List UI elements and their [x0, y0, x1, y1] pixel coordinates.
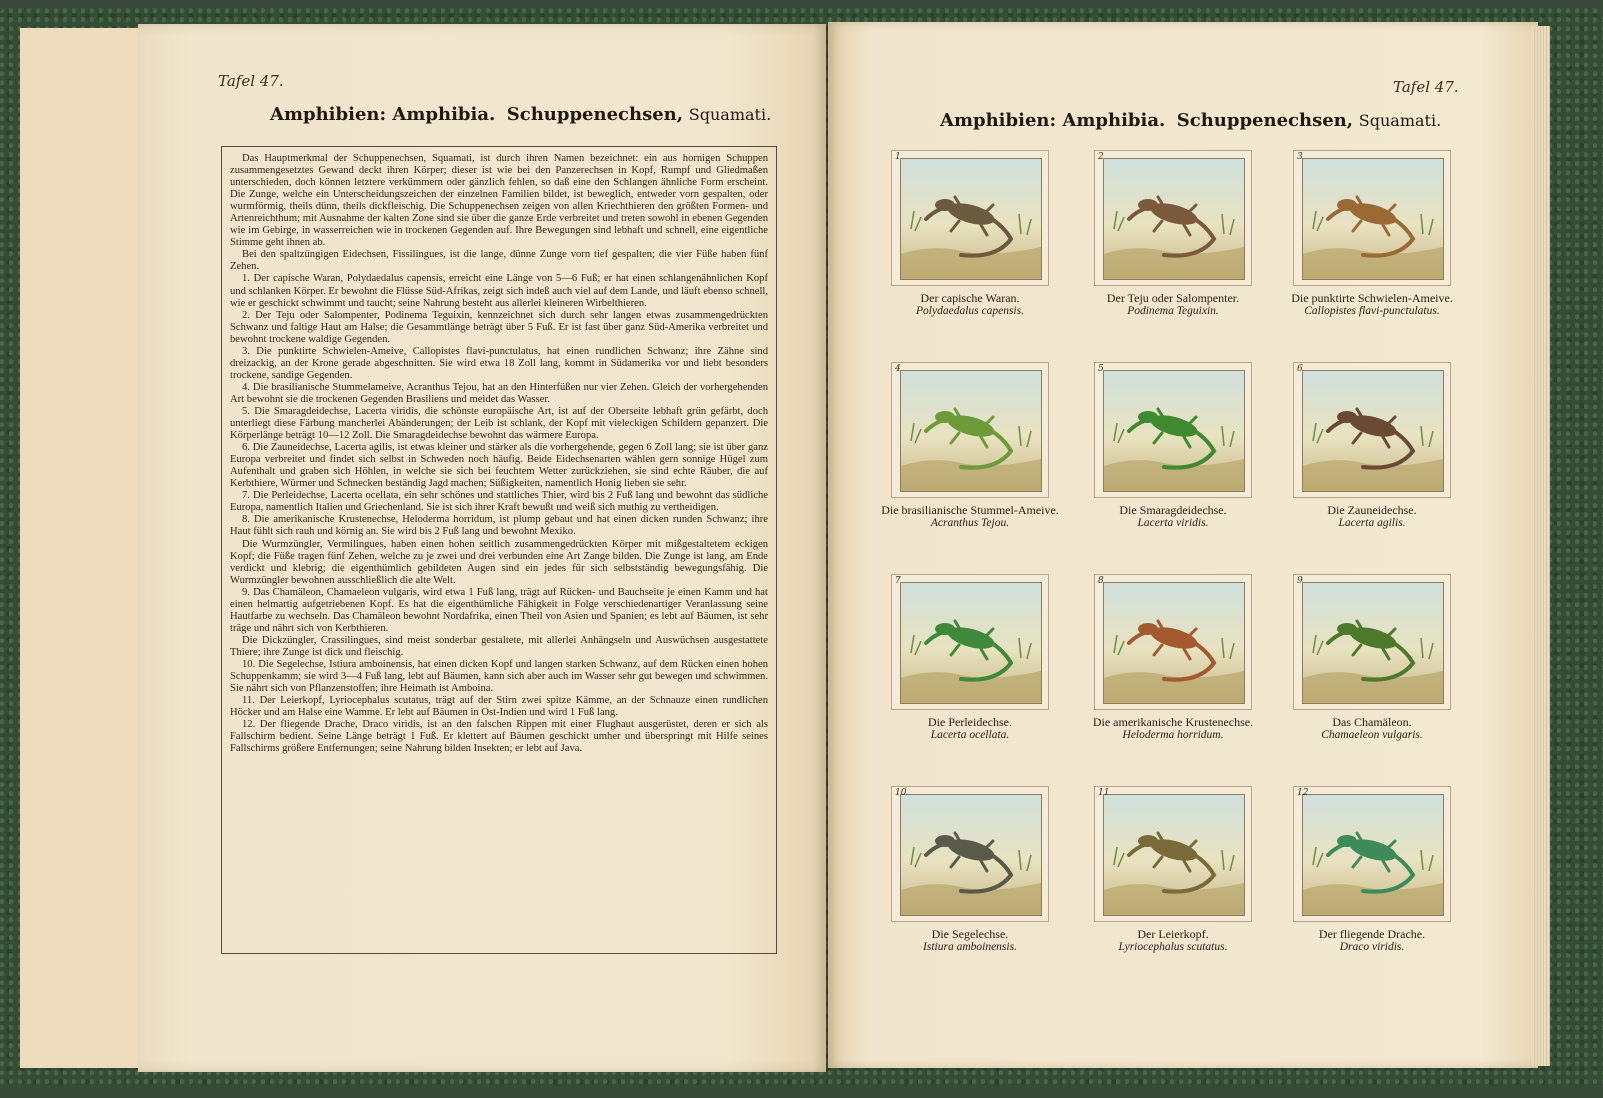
lizard-icon [901, 583, 1041, 703]
lizard-icon [901, 371, 1041, 491]
plate-number: 10 [895, 788, 907, 798]
plate-cell [870, 362, 1070, 530]
text-paragraph: Die Wurmzüngler, Vermilingues, haben einen hohen seitlich zusammengedrückten Körper mit mißgestaltetem eckigen Kopf; die Füße tragen fünf Zehen, welche zu je zwei und drei verbunden eine Art Zange bilden. Die Zunge ist lang, am Ende verdickt und klebrig; die eigenthümlich gebildeten Augen sind ein jedes für sich selbstständig bewegungsfähig. Die Wurmzüngler bewohnen ausschließlich die alte Welt. [230, 538, 768, 586]
title-sub: Schuppenechsen, [1176, 110, 1354, 131]
title-latin: Squamati. [1358, 111, 1442, 130]
text-paragraph: 12. Der fliegende Drache, Draco viridis, ist an den falschen Rippen mit einer Flughaut ausgerüstet, deren er sich als Fallschirm bedient. Seine Länge beträgt 1 Fuß. Er klettert auf Bäumen geschickt umher und überspringt mit Hilfe seines Fallschirms größere Entfernungen; seine Nahrung bilden Insekten; er lebt auf Java. [230, 719, 768, 755]
plate-caption: Der fliegende Drache. [1318, 927, 1426, 941]
plate-frame [1293, 574, 1451, 710]
plate-cell [1272, 362, 1472, 530]
lizard-icon [1104, 795, 1244, 915]
plate-cell [870, 150, 1070, 318]
plate-caption: Der capische Waran. [920, 291, 1020, 305]
plate-latin-name: Draco viridis. [1339, 941, 1405, 953]
plate-cell [1073, 786, 1273, 954]
lizard-icon [901, 795, 1041, 915]
plate-frame [1293, 150, 1451, 286]
plate-latin-name: Lacerta viridis. [1137, 517, 1209, 529]
text-paragraph: Das Hauptmerkmal der Schuppenechsen, Squamati, ist durch ihren Namen bezeichnet: ein aus hornigen Schuppen zusammengesetztes Gewand deckt ihren Körper; dieser ist wie bei den Panzerechsen in Kopf, Rumpf und Gliedmaßen unterschieden, doch können letztere verkümmern oder gänzlich fehlen, so daß eine den Schlangen ähnliche Form erscheint. Die Zunge, welche ein Unterscheidungszeichen der einzelnen Familien bildet, ist beweglich, entweder vorn gespalten, oder wurmförmig, theils dünn, theils dickfleischig. Die Schuppenechsen zeigen von allen Kriechthieren den größten Formen- und Artenreichthum; mit Ausnahme der kalten Zone sind sie über die ganze Erde verbreitet und treten sowohl in ebenen Gegenden wie im Gebirge, in wasserreichen wie in trockenen Gegenden auf. Ihre Bewegungen sind lebhaft und schnell, eine eigentliche Stimme geht ihnen ab. [230, 153, 768, 249]
plate-number: 3 [1297, 152, 1303, 162]
plate-frame [891, 574, 1049, 710]
lizard-illustration [1302, 370, 1444, 492]
plate-caption: Die Perleidechse. [928, 715, 1012, 729]
plate-caption: Die Zauneidechse. [1327, 503, 1417, 517]
text-paragraph: 7. Die Perleidechse, Lacerta ocellata, ein sehr schönes und stattliches Thier, wird bis 2 Fuß lang und bewohnt das südliche Europa, namentlich Italien und Griechenland. Sie ist sich ihrer Kraft bewußt und weiß sich muthig zu vertheidigen. [230, 490, 768, 514]
lizard-illustration [1103, 370, 1245, 492]
lizard-icon [901, 159, 1041, 279]
plate-frame [1293, 786, 1451, 922]
lizard-icon [1303, 583, 1443, 703]
lizard-icon [1303, 159, 1443, 279]
plate-caption: Die punktirte Schwielen-Ameive. [1291, 291, 1453, 305]
plate-frame [1293, 362, 1451, 498]
plate-latin-name: Lyriocephalus scutatus. [1118, 941, 1228, 953]
text-paragraph: Bei den spaltzüngigen Eidechsen, Fissilingues, ist die lange, dünne Zunge vorn tief gespalten; die vier Füße haben fünf Zehen. [230, 249, 768, 273]
plate-latin-name: Acranthus Tejou. [930, 517, 1010, 529]
plate-latin-name: Lacerta agilis. [1338, 517, 1406, 529]
plate-latin-name: Polydaedalus capensis. [916, 305, 1024, 317]
plate-cell [1272, 574, 1472, 742]
plate-label-right: Tafel 47. [1393, 78, 1459, 96]
plate-number: 2 [1098, 152, 1104, 162]
title-latin: Squamati. [688, 105, 772, 124]
lizard-illustration [900, 794, 1042, 916]
text-paragraph: 3. Die punktirte Schwielen-Ameive, Callopistes flavi-punctulatus, hat einen rundlichen Schwanz; ihre Zähne sind dreizackig, an der Krone gerade abgeschnitten. Sie wird etwa 18 Zoll lang, kommt in Südamerika vor und liebt besonders trockene, sandige Gegenden. [230, 345, 768, 381]
text-paragraph: 4. Die brasilianische Stummelameive, Acranthus Tejou, hat an den Hinterfüßen nur vier Zehen. Gleich der vorhergehenden Art bewohnt sie die trockenen Gegenden Brasiliens und meidet das Wasser. [230, 381, 768, 405]
plate-caption: Die Smaragdeidechse. [1119, 503, 1227, 517]
plate-caption: Der Teju oder Salompenter. [1106, 291, 1240, 305]
plate-cell [870, 786, 1070, 954]
text-paragraph: 2. Der Teju oder Salompenter, Podinema Teguixin, kennzeichnet sich durch sehr langen etwas zusammengedrückten Schwanz und faltige Haut am Halse; die Gesammtlänge beträgt über 5 Fuß. Er ist fast über ganz Süd-Amerika verbreitet und bewohnt trockene waldige Gegenden. [230, 309, 768, 345]
lizard-icon [1303, 371, 1443, 491]
plate-latin-name: Podinema Teguixin. [1127, 305, 1219, 317]
text-paragraph: 10. Die Segelechse, Istiura amboinensis, hat einen dicken Kopf und langen starken Schwanz, auf dem Rücken einen hohen Schuppenkamm; sie wird 3—4 Fuß lang, lebt auf Bäumen, kann sich aber auch im Wasser sehr gut bewegen und schwimmen. Sie nährt sich von Pflanzenstoffen; ihre Heimath ist Amboina. [230, 658, 768, 695]
plate-cell [1073, 574, 1273, 742]
plate-frame [1094, 150, 1252, 286]
lizard-icon [1104, 159, 1244, 279]
lizard-illustration [900, 582, 1042, 704]
plate-number: 5 [1098, 364, 1104, 374]
text-paragraph: 8. Die amerikanische Krustenechse, Heloderma horridum, ist plump gebaut und hat einen dicken runden Schwanz; ihre Haut fühlt sich rauh und körnig an. Sie wird bis 2 Fuß lang und bewohnt Mexiko. [230, 514, 768, 538]
title-main: Amphibien: Amphibia. [940, 110, 1166, 131]
plate-frame [1094, 574, 1252, 710]
title-sub: Schuppenechsen, [506, 104, 684, 125]
plate-cell [1073, 150, 1273, 318]
plate-caption: Die brasilianische Stummel-Ameive. [881, 503, 1059, 517]
plate-number: 8 [1098, 576, 1104, 586]
plate-latin-name: Chamaeleon vulgaris. [1321, 729, 1423, 741]
plate-latin-name: Lacerta ocellata. [930, 729, 1010, 741]
plate-number: 12 [1297, 788, 1309, 798]
text-paragraph: Die Dickzüngler, Crassilingues, sind meist sonderbar gestaltete, mit allerlei Anhängseln und Auswüchsen ausgestattete Thiere; ihre Zunge ist dick und fleischig. [230, 634, 768, 658]
plate-frame [891, 150, 1049, 286]
flyleaf [20, 28, 141, 1068]
plate-cell [1272, 786, 1472, 954]
plate-caption: Die Segelechse. [931, 927, 1009, 941]
plate-caption: Die amerikanische Krustenechse. [1092, 715, 1254, 729]
lizard-illustration [1103, 582, 1245, 704]
text-paragraph: 11. Der Leierkopf, Lyriocephalus scutatus, trägt auf der Stirn zwei spitze Kämme, an der Schnauze einen rundlichen Höcker und am Halse eine Wamme. Er lebt auf Bäumen in Ost-Indien und wird 1 Fuß lang. [230, 695, 768, 719]
lizard-illustration [900, 158, 1042, 280]
description-text-box [221, 146, 777, 954]
plate-label-left: Tafel 47. [218, 72, 284, 90]
text-paragraph: 9. Das Chamäleon, Chamaeleon vulgaris, wird etwa 1 Fuß lang, trägt auf Rücken- und Bauchseite je einen Kamm und hat einen helmartig aufgetriebenen Kopf. Es hat die eigenthümliche Fähigkeit in Folge verschiedenartiger Veranlassung seine Hautfarbe zu wechseln. Das Chamäleon bewohnt Nordafrika, einen Theil von Asien und Spanien; es lebt auf Bäumen, ist sehr träge und nährt sich von Kerbthieren. [230, 586, 768, 634]
page-title-left [270, 104, 771, 125]
lizard-illustration [1103, 794, 1245, 916]
plate-cell [1272, 150, 1472, 318]
lizard-illustration [1302, 794, 1444, 916]
plate-number: 6 [1297, 364, 1303, 374]
plate-number: 9 [1297, 576, 1303, 586]
lizard-illustration [1103, 158, 1245, 280]
page-edges [1532, 26, 1550, 1066]
title-main: Amphibien: Amphibia. [270, 104, 496, 125]
text-paragraph: 1. Der capische Waran, Polydaedalus capensis, erreicht eine Länge von 5—6 Fuß; er hat einen schlangenähnlichen Kopf und schlanken Körper. Er bewohnt die Flüsse Süd-Afrikas, zeigt sich indeß auch viel auf dem Lande, und läuft ebenso schnell, wie er geschickt schwimmt und taucht; seine Nahrung besteht aus allerlei kleineren Wirbelthieren. [230, 273, 768, 309]
lizard-icon [1303, 795, 1443, 915]
plate-number: 11 [1098, 788, 1110, 798]
plate-frame [891, 362, 1049, 498]
plate-frame [891, 786, 1049, 922]
lizard-illustration [900, 370, 1042, 492]
lizard-icon [1104, 371, 1244, 491]
plate-latin-name: Istiura amboinensis. [923, 941, 1017, 953]
plate-caption: Der Leierkopf. [1137, 927, 1209, 941]
plate-caption: Das Chamäleon. [1332, 715, 1412, 729]
plate-number: 4 [895, 364, 901, 374]
text-paragraph: 6. Die Zauneidechse, Lacerta agilis, ist etwas kleiner und stärker als die vorhergehende, gegen 6 Zoll lang; sie ist über ganz Europa verbreitet und findet sich selbst in Schweden noch häufig. Beide Eidechsenarten wählen gern sonnige Hügel zum Aufenthalt und graben sich Höhlen, in welche sie sich bei feuchtem Wetter zurückziehen, sie sind echte Räuber, die auf Kerbthiere, Würmer und Schnecken beständig Jagd machen; Süßigkeiten, namentlich Honig lieben sie sehr. [230, 442, 768, 490]
lizard-illustration [1302, 158, 1444, 280]
lizard-illustration [1302, 582, 1444, 704]
plate-number: 1 [895, 152, 901, 162]
plate-frame [1094, 362, 1252, 498]
page-title-right [940, 110, 1441, 131]
text-paragraph: 5. Die Smaragdeidechse, Lacerta viridis, die schönste europäische Art, ist auf der Oberseite lebhaft grün gefärbt, doch unterliegt diese Färbung mancherlei Abänderungen; der Leib ist schlank, der Kopf mit vieleckigen Schildern gepanzert. Die Körperlänge beträgt 10—12 Zoll. Die Smaragdeidechse bewohnt das wärmere Europa. [230, 405, 768, 442]
plate-number: 7 [895, 576, 901, 586]
lizard-icon [1104, 583, 1244, 703]
plate-latin-name: Heloderma horridum. [1122, 729, 1224, 741]
plate-frame [1094, 786, 1252, 922]
plate-latin-name: Callopistes flavi-punctulatus. [1304, 305, 1440, 317]
plate-cell [1073, 362, 1273, 530]
plate-cell [870, 574, 1070, 742]
